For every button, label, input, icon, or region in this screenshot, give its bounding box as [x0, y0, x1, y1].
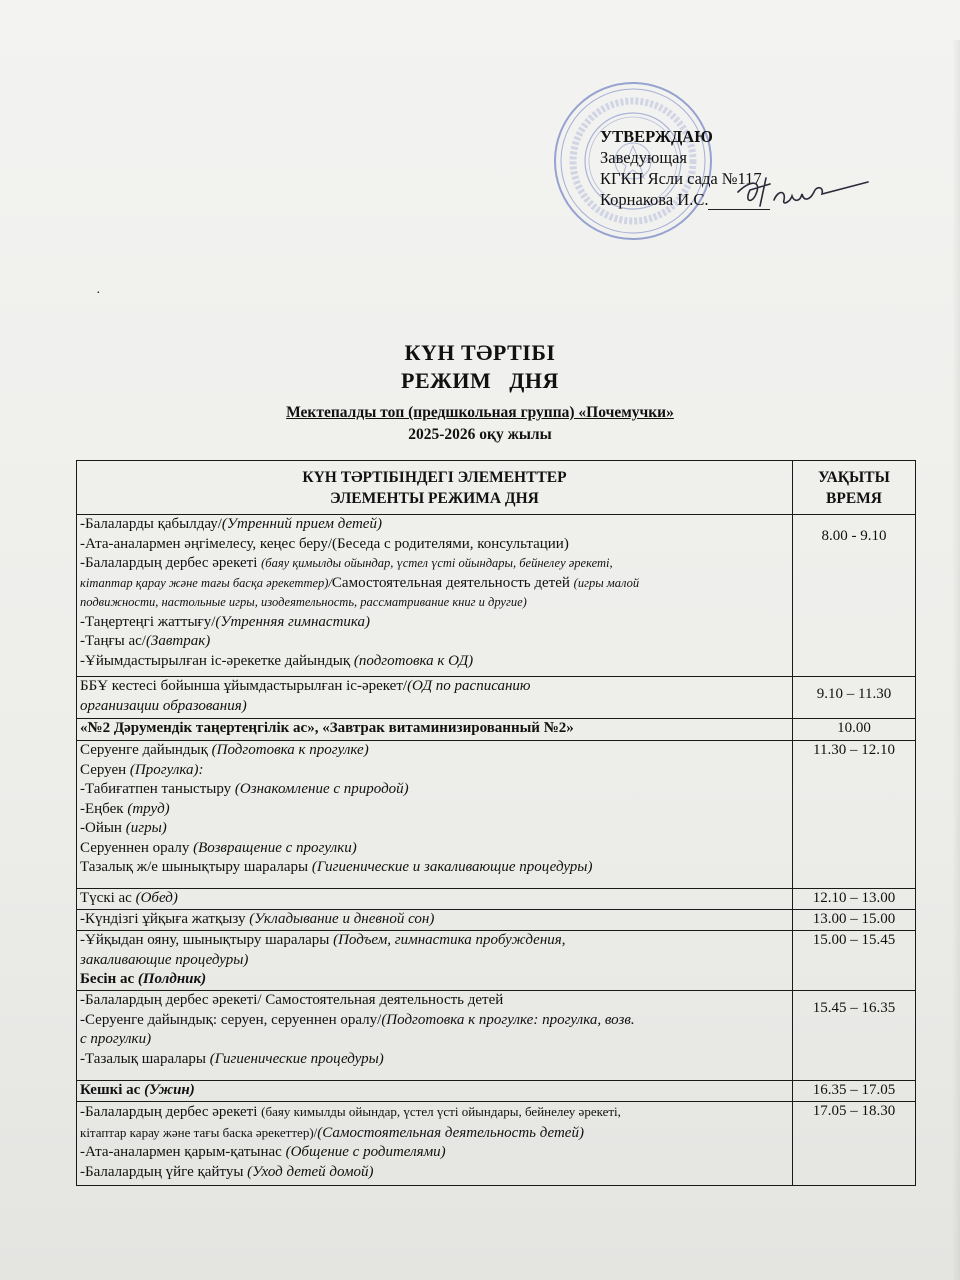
text: (Полдник): [137, 971, 207, 987]
activity-line: [80, 970, 789, 990]
table-row: [77, 741, 916, 889]
text: -Ата-аналармен қарым-қатынас: [80, 1144, 286, 1160]
text: (Утренний прием детей): [221, 516, 382, 532]
activity-line: [80, 1102, 789, 1123]
activity-line: -Ата-аналармен әңгімелесу, кеңес беру/(Беседа с родителями, консультации): [80, 535, 569, 552]
header-elements-kz: КҮН ТӘРТІБІНДЕГІ ЭЛЕМЕНТТЕР: [302, 468, 567, 486]
text: -Балалардың дербес әрекеті: [80, 1104, 262, 1120]
activity-line: [80, 741, 789, 761]
text: -Серуенге дайындық: серуен, серуеннен оралу/: [80, 1011, 382, 1028]
activity-cell: [77, 677, 793, 719]
text: (Уход детей домой): [247, 1163, 374, 1180]
table-row: [77, 910, 916, 931]
activity-line: подвижности, настольные игры, изодеятельность, рассматривание книг и другие): [80, 595, 527, 609]
page-edge-shadow: [952, 40, 960, 1280]
approval-organization: КГКП Ясли сада №117: [600, 169, 762, 188]
activity-line: [80, 780, 789, 800]
activity-line: закаливающие процедуры): [80, 951, 249, 968]
table-row: [77, 1102, 916, 1186]
time-cell: 12.10 – 13.00: [793, 889, 916, 910]
activity-cell: [77, 1081, 793, 1102]
text: -Балалардың дербес әрекеті: [80, 555, 262, 571]
text: (баяу кимылды ойындар, үстел үсті ойындары, бейнелеу әрекеті,: [261, 1104, 621, 1119]
title-ru: РЕЖИМ ДНЯ: [401, 368, 559, 393]
time-cell: 9.10 – 11.30: [793, 677, 916, 719]
table-row: [77, 1081, 916, 1102]
header-time-kz: УАҚЫТЫ: [818, 468, 890, 486]
text: (Укладывание и дневной сон): [249, 911, 435, 927]
table-header-row: [77, 461, 916, 515]
text: (Завтрак): [145, 633, 211, 649]
text: (игры малой: [573, 575, 640, 590]
activity-cell: «№2 Дәрумендік таңертеңгілік ас», «Завтрак витаминизированный №2»: [77, 719, 793, 741]
approval-heading: УТВЕРЖДАЮ: [600, 127, 713, 146]
time-cell: 10.00: [793, 719, 916, 741]
text: -Ұйқыдан ояну, шынықтыру шаралары: [80, 932, 334, 948]
header-time-ru: ВРЕМЯ: [826, 489, 882, 507]
activity-line: [80, 632, 789, 652]
text: (Подъем, гимнастика пробуждения,: [333, 932, 566, 948]
group-name-text: Мектепалды топ (предшкольная группа) «Почемучки»: [286, 404, 674, 421]
text: кітаптар карау және тағы баска әрекеттер)/: [80, 1124, 318, 1140]
table-row: [77, 719, 916, 741]
approval-name: Корнакова И.С.: [600, 190, 709, 209]
text: (Подготовка к прогулке: прогулка, возв.: [381, 1011, 635, 1028]
text: (Ужин): [144, 1082, 195, 1098]
text: (Возвращение с прогулки): [193, 839, 357, 856]
text: (Ознакомление с природой): [234, 781, 409, 797]
stray-mark: ·: [96, 286, 101, 301]
text: -Таңғы ас/: [80, 633, 146, 649]
activity-line: [80, 1050, 789, 1070]
text: (Самостоятельная деятельность детей): [317, 1124, 584, 1141]
activity-cell: [77, 910, 793, 931]
text: (Подготовка к прогулке): [211, 742, 369, 758]
text: -Табиғатпен таныстыру: [80, 781, 235, 797]
table-row: [77, 991, 916, 1081]
text: -Балалардың үйге қайтуы: [80, 1163, 248, 1180]
text: Серуеннен оралу: [80, 839, 194, 856]
activity-line: [80, 1143, 789, 1163]
activity-line: [80, 858, 789, 878]
text: Серуен: [80, 761, 130, 778]
text: (Обед): [135, 890, 178, 906]
text: (Прогулка):: [129, 761, 204, 778]
text: (баяу қимылды ойындар, үстел үсті ойындары, бейнелеу әрекеті,: [261, 556, 613, 570]
text: Серуенге дайындық: [80, 742, 212, 758]
activity-line: [80, 574, 789, 594]
text: Самостоятельная деятельность детей: [331, 574, 574, 591]
approval-position: Заведующая: [600, 148, 687, 167]
activity-line: [80, 819, 789, 839]
academic-year: 2025-2026 оқу жылы: [408, 426, 552, 443]
table-row: [77, 889, 916, 910]
text: (Общение с родителями): [285, 1144, 446, 1160]
text: (игры): [125, 820, 167, 836]
time-cell: 8.00 - 9.10: [793, 515, 916, 677]
activity-line: организации образования): [80, 697, 247, 714]
activity-line: [80, 1011, 789, 1031]
text: (подготовка к ОД): [353, 652, 474, 669]
text: -Ұйымдастырылған іс-әрекетке дайындық: [80, 652, 354, 669]
activity-cell: [77, 931, 793, 991]
time-cell: 16.35 – 17.05: [793, 1081, 916, 1102]
table-row: [77, 515, 916, 677]
text: Кешкі ас: [80, 1082, 145, 1098]
text: -Тазалық шаралары: [80, 1050, 210, 1067]
text: (ОД по расписанию: [407, 678, 531, 694]
activity-line: [80, 515, 789, 535]
table-row: [77, 931, 916, 991]
header-elements: [77, 461, 793, 515]
activity-line: [80, 839, 789, 859]
time-cell: 17.05 – 18.30: [793, 1102, 916, 1186]
text: -Ойын: [80, 820, 126, 836]
activity-line: -Балалардың дербес әрекеті/ Самостоятельная деятельность детей: [80, 992, 504, 1008]
activity-cell: [77, 889, 793, 910]
text: ББҰ кестесі бойынша ұйымдастырылған іс-әрекет/: [80, 678, 408, 694]
handwritten-signature-icon: [730, 172, 870, 214]
header-elements-ru: ЭЛЕМЕНТЫ РЕЖИМА ДНЯ: [330, 489, 539, 507]
activity-line: [80, 1123, 789, 1144]
table-row: [77, 677, 916, 719]
activity-cell: [77, 741, 793, 889]
text: (Утренняя гимнастика): [215, 613, 371, 630]
text: кітаптар қарау және тағы басқа әрекеттер)/: [80, 575, 332, 590]
time-cell: 11.30 – 12.10: [793, 741, 916, 889]
text: (Гигиенические процедуры): [209, 1050, 384, 1067]
activity-cell: [77, 515, 793, 677]
text: -Күндізгі ұйқыға жатқызу: [80, 911, 250, 927]
text: Түскі ас: [80, 890, 136, 906]
group-name: [0, 404, 960, 422]
time-cell: 15.45 – 16.35: [793, 991, 916, 1081]
text: -Таңертеңгі жаттығу/: [80, 613, 216, 630]
activity-line: [80, 652, 789, 672]
time-cell: 15.00 – 15.45: [793, 931, 916, 991]
activity-line: [80, 554, 789, 574]
activity-line: [80, 931, 789, 951]
activity-line: с прогулки): [80, 1031, 152, 1047]
activity-line: [80, 677, 789, 697]
header-time: [793, 461, 916, 515]
activity-line: [80, 613, 789, 633]
text: -Балаларды қабылдау/: [80, 516, 222, 532]
text: Тазалық ж/е шынықтыру шаралары: [80, 859, 312, 875]
text: (труд): [127, 800, 170, 817]
text: Бесін ас: [80, 971, 138, 987]
activity-line: [80, 800, 789, 820]
time-cell: 13.00 – 15.00: [793, 910, 916, 931]
schedule-table: [76, 460, 916, 1186]
text: -Еңбек: [80, 800, 128, 817]
activity-cell: [77, 1102, 793, 1186]
activity-line: [80, 1163, 789, 1183]
activity-cell: [77, 991, 793, 1081]
activity-line: [80, 761, 789, 781]
text: (Гигиенические и закаливающие процедуры): [311, 859, 593, 875]
title-kz: КҮН ТӘРТІБІ: [404, 340, 556, 365]
